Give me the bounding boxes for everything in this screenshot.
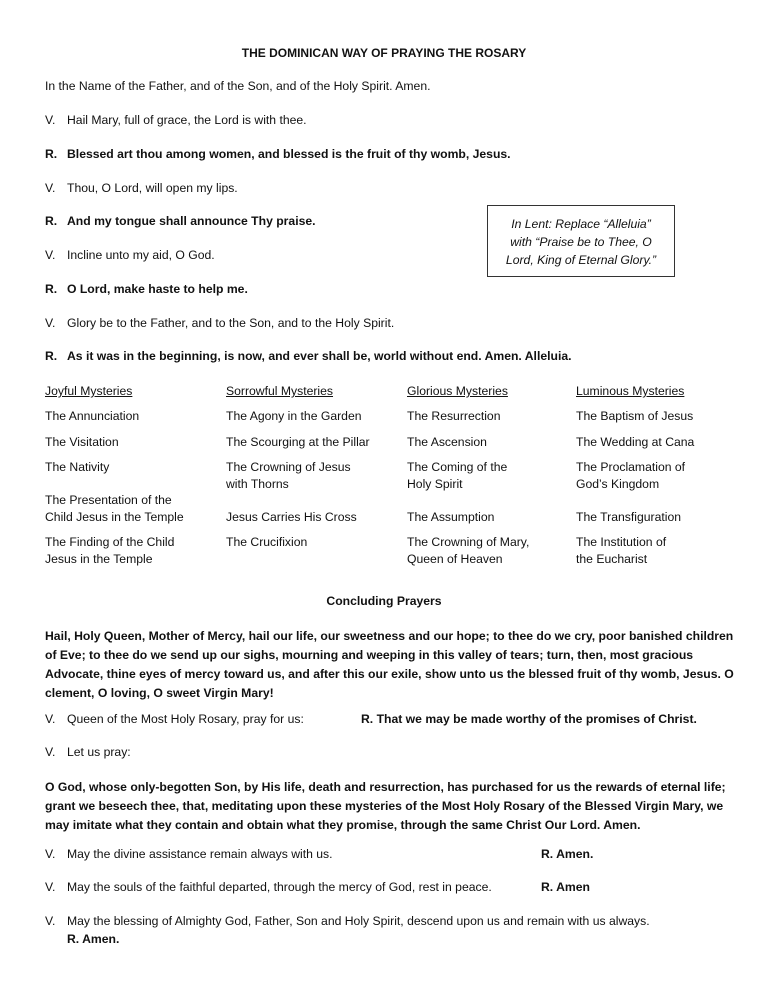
mystery-cell [45, 408, 139, 425]
mystery-text: The Annunciation [45, 409, 140, 423]
versicle-mark: V. [45, 847, 56, 861]
mystery-cell [45, 492, 184, 526]
response-text: As it was in the beginning, is now, and ever shall be, world without end. Amen. Alleluia. [67, 349, 572, 363]
mystery-text: God’s Kingdom [576, 477, 660, 491]
versicle-mark: V. [45, 712, 56, 726]
mystery-text: The Nativity [45, 460, 110, 474]
header-sorrowful: Sorrowful Mysteries [226, 384, 334, 398]
mystery-text: The Crowning of Mary, [407, 535, 530, 549]
mystery-text: Holy Spirit [407, 477, 463, 491]
versicle-text: Incline unto my aid, O God. [67, 248, 215, 262]
mystery-cell [576, 509, 681, 526]
response-text: R. Amen. [67, 932, 120, 946]
mystery-text: the Eucharist [576, 552, 648, 566]
mystery-cell [226, 459, 351, 493]
response-text: Blessed art thou among women, and blessed is the fruit of thy womb, Jesus. [67, 147, 511, 161]
versicle-text: May the blessing of Almighty God, Father, Son and Holy Spirit, descend upon us and remain with us always. [67, 914, 650, 928]
response-text: R. Amen [541, 880, 590, 894]
mystery-text: The Proclamation of [576, 460, 686, 474]
versicle-mark: V. [45, 181, 56, 195]
versicle-line [45, 712, 304, 726]
response-line [45, 147, 511, 161]
mystery-cell [45, 534, 174, 568]
mystery-cell [407, 434, 487, 451]
versicle-text: Queen of the Most Holy Rosary, pray for us: [67, 712, 304, 726]
mystery-text: The Crowning of Jesus [226, 460, 351, 474]
opening-prayer: In the Name of the Father, and of the Son, and of the Holy Spirit. Amen. [45, 79, 431, 93]
mystery-text: Child Jesus in the Temple [45, 510, 184, 524]
mystery-text: The Coming of the [407, 460, 508, 474]
versicle-line [45, 248, 215, 262]
versicle-line [45, 847, 333, 861]
lent-note-box [487, 205, 675, 277]
versicle-mark: V. [45, 248, 56, 262]
versicle-mark: V. [45, 113, 56, 127]
versicle-text: Glory be to the Father, and to the Son, and to the Holy Spirit. [67, 316, 395, 330]
page-title: THE DOMINICAN WAY OF PRAYING THE ROSARY [241, 46, 527, 60]
mystery-cell [45, 434, 119, 451]
mystery-text: The Finding of the Child [45, 535, 175, 549]
mystery-cell [407, 534, 529, 568]
response-mark: R. [45, 282, 58, 296]
mystery-text: The Ascension [407, 435, 487, 449]
header-joyful: Joyful Mysteries [45, 384, 133, 398]
versicle-mark: V. [45, 880, 56, 894]
header-luminous: Luminous Mysteries [576, 384, 685, 398]
versicle-mark: V. [45, 316, 56, 330]
mystery-text: Jesus Carries His Cross [226, 510, 357, 524]
versicle-line [45, 181, 238, 195]
versicle-text: Hail Mary, full of grace, the Lord is with thee. [67, 113, 307, 127]
mystery-text: The Assumption [407, 510, 495, 524]
collect-prayer: O God, whose only-begotten Son, by His life, death and resurrection, has purchased for us the rewards of eternal life; grant we beseech thee, that, meditating upon these mysteries of the Most Holy Rosary of the Blessed Virgin Mary, we may imitate what they contain and obtain what they promise, through the same Christ Our Lord. Amen. [45, 780, 726, 832]
mystery-cell [576, 434, 694, 451]
mystery-text: The Scourging at the Pillar [226, 435, 370, 449]
mystery-text: The Presentation of the [45, 493, 172, 507]
versicle-line [45, 880, 492, 894]
response-text: R. Amen. [541, 847, 594, 861]
mystery-text: Queen of Heaven [407, 552, 503, 566]
mystery-cell [226, 509, 357, 526]
versicle-mark: V. [45, 914, 56, 928]
versicle-line [45, 745, 131, 759]
response-mark: R. [45, 147, 58, 161]
mystery-text: The Resurrection [407, 409, 501, 423]
versicle-line [45, 113, 307, 127]
header-glorious: Glorious Mysteries [407, 384, 508, 398]
versicle-line [45, 316, 394, 330]
response-text: R. That we may be made worthy of the promises of Christ. [361, 712, 697, 726]
versicle-text: May the divine assistance remain always with us. [67, 847, 333, 861]
mystery-cell [576, 459, 685, 493]
response-line [45, 282, 248, 296]
mystery-cell [226, 534, 307, 551]
mystery-text: with Thorns [226, 477, 289, 491]
lent-note-line: Lord, King of Eternal Glory.” [505, 253, 657, 267]
response-line [45, 214, 316, 228]
versicle-text: Let us pray: [67, 745, 131, 759]
concluding-heading: Concluding Prayers [326, 594, 442, 608]
mystery-cell [45, 459, 109, 476]
versicle-line [45, 914, 650, 928]
hail-holy-queen-prayer: Hail, Holy Queen, Mother of Mercy, hail our life, our sweetness and our hope; to thee do we cry, poor banished children of Eve; to thee do we send up our sighs, mourning and weeping in this valley of tears; turn, then, most gracious Advocate, thine eyes of mercy toward us, and after this our exile, show unto us the blessed fruit of thy womb, Jesus. O clement, O loving, O sweet Virgin Mary! [45, 629, 734, 700]
mystery-text: The Visitation [45, 435, 119, 449]
mystery-text: The Institution of [576, 535, 667, 549]
mystery-text: The Crucifixion [226, 535, 308, 549]
mystery-text: The Baptism of Jesus [576, 409, 694, 423]
mystery-text: The Wedding at Cana [576, 435, 695, 449]
response-text: And my tongue shall announce Thy praise. [67, 214, 316, 228]
response-mark: R. [45, 214, 58, 228]
mystery-cell [407, 408, 500, 425]
lent-note-line: In Lent: Replace “Alleluia” [511, 217, 651, 231]
mystery-cell [226, 434, 370, 451]
mystery-cell [407, 459, 507, 493]
versicle-mark: V. [45, 745, 56, 759]
mystery-text: The Transfiguration [576, 510, 682, 524]
lent-note-line: with “Praise be to Thee, O [510, 235, 652, 249]
response-line [45, 349, 572, 363]
mystery-text: The Agony in the Garden [226, 409, 362, 423]
response-mark: R. [45, 349, 58, 363]
mystery-cell [226, 408, 362, 425]
response-text: O Lord, make haste to help me. [67, 282, 248, 296]
versicle-text: May the souls of the faithful departed, through the mercy of God, rest in peace. [67, 880, 492, 894]
mystery-cell [576, 408, 693, 425]
mystery-cell [576, 534, 666, 568]
mystery-cell [407, 509, 494, 526]
versicle-text: Thou, O Lord, will open my lips. [67, 181, 238, 195]
mystery-text: Jesus in the Temple [45, 552, 153, 566]
